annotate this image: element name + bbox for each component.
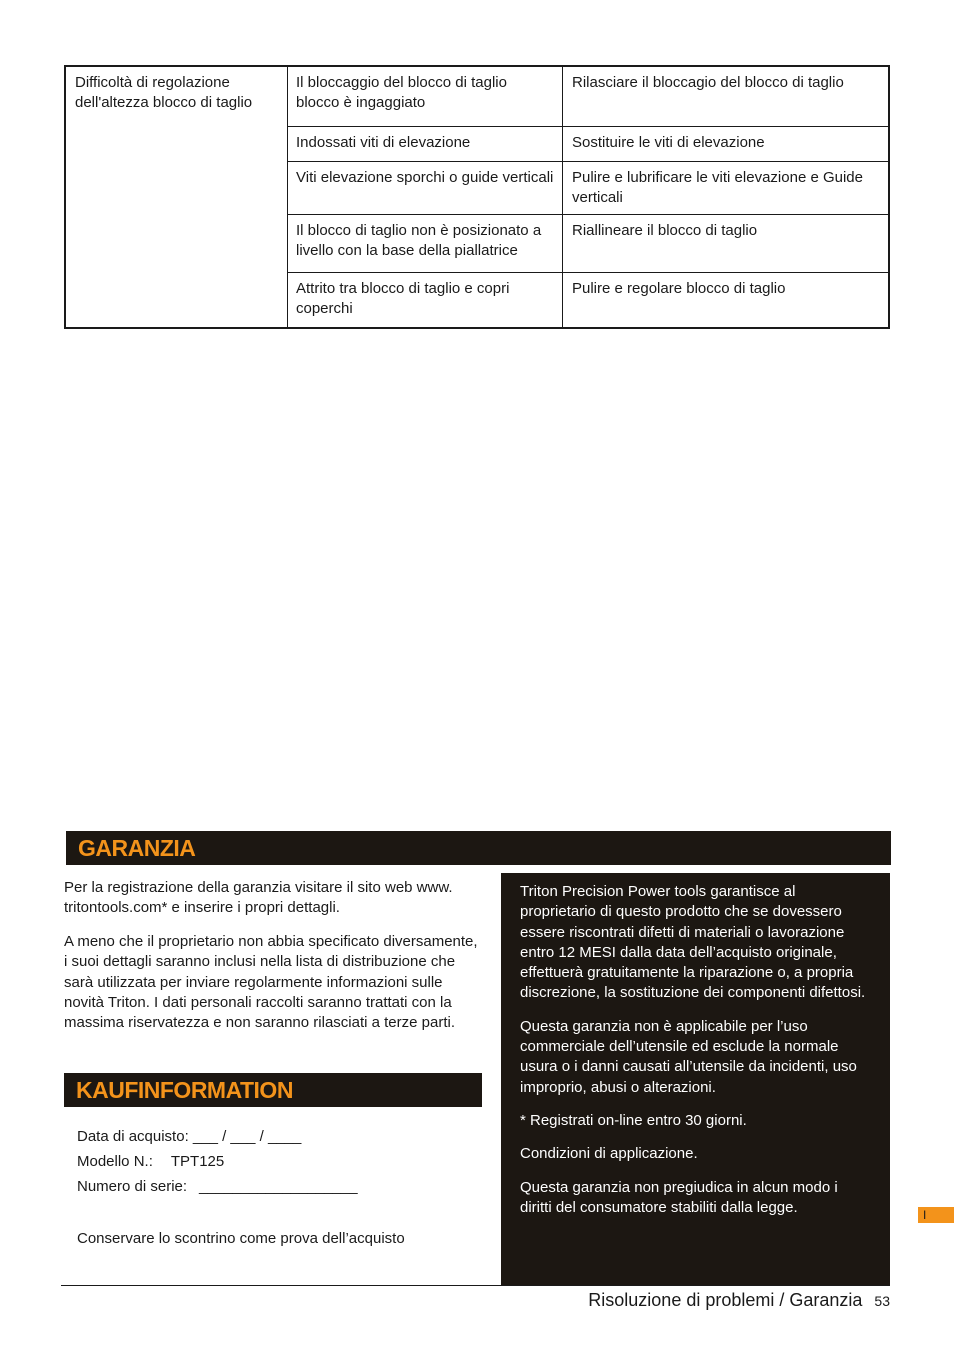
- model-number-line: [77, 1152, 477, 1172]
- warranty-paragraph: Triton Precision Power tools garantisce al proprietario di questo prodotto che se dovessero essere riscontrati difetti di materiali o lavorazione entro 12 MESI dalla data dell’acquisto originale, effettuerà gratuitamente la riparazione o, a propria discrezione, la sostituzione dei componenti difettosi.: [520, 883, 866, 1002]
- solution-cell: Riallineare il blocco di taglio: [572, 222, 758, 239]
- cause-cell: Il blocco di taglio non è posizionato a livello con la base della piallatrice: [288, 215, 563, 272]
- warranty-paragraph: Questa garanzia non pregiudica in alcun modo i diritti del consumatore stabiliti dalla legge.: [520, 1178, 838, 1216]
- warranty-paragraph: * Registrati on-line entro 30 giorni.: [520, 1111, 747, 1129]
- footer-section-title: Risoluzione di problemi / Garanzia: [588, 1290, 863, 1310]
- page-footer: [560, 1290, 890, 1311]
- cause-cell: Viti elevazione sporchi o guide verticali: [288, 162, 563, 214]
- table-row: [288, 273, 888, 327]
- table-row: [288, 127, 888, 162]
- kaufinformation-header-bar: [64, 1073, 482, 1107]
- privacy-paragraph: A meno che il proprietario non abbia specificato diversamente, i suoi dettagli saranno inclusi nella lista di distribuzione che sarà utilizzata per inviare regolarmente informazioni sulle novità Triton. I dati personali raccolti saranno trattati con la massima riservatezza e non saranno rilasciati a terze parti.: [64, 933, 478, 1032]
- model-value: TPT125: [170, 1153, 225, 1170]
- serial-number-line: [77, 1177, 477, 1197]
- serial-value: ___________________: [199, 1178, 358, 1195]
- language-side-tab: [918, 1207, 954, 1223]
- cause-solution-rows: [288, 67, 888, 327]
- solution-cell: Rilasciare il bloccagio del blocco di taglio: [572, 74, 844, 91]
- garanzia-title: GARANZIA: [78, 835, 196, 861]
- receipt-note: Conservare lo scontrino come prova dell’acquisto: [77, 1230, 405, 1247]
- purchase-date-line: Data di acquisto: ___ / ___ / ____: [77, 1128, 302, 1145]
- table-row: [288, 67, 888, 127]
- registration-paragraph: Per la registrazione della garanzia visitare il sito web www. tritontools.com* e inserire i propri dettagli.: [64, 879, 453, 917]
- solution-cell: Pulire e lubrificare le viti elevazione e Guide verticali: [572, 169, 863, 206]
- garanzia-header-bar: [66, 831, 891, 865]
- language-tab-label: I: [923, 1208, 927, 1222]
- table-row: [288, 162, 888, 215]
- warranty-terms-panel: [501, 873, 890, 1285]
- model-label: Modello N.:: [77, 1153, 153, 1170]
- solution-cell: Sostituire le viti di elevazione: [572, 134, 765, 151]
- serial-label: Numero di serie:: [77, 1178, 188, 1195]
- warranty-paragraph: Condizioni di applicazione.: [520, 1145, 698, 1163]
- footer-divider: [61, 1285, 890, 1286]
- cause-cell: Indossati viti di elevazione: [288, 127, 563, 161]
- troubleshooting-table: [64, 65, 890, 329]
- table-row: [288, 215, 888, 273]
- page-number: 53: [874, 1293, 890, 1309]
- warranty-paragraph: Questa garanzia non è applicabile per l’uso commerciale dell’utensile ed esclude la normale usura o i danni causati all’utensile da incidenti, uso improprio, abusi o alterazioni.: [520, 1017, 857, 1096]
- cause-cell: Il bloccaggio del blocco di taglio blocco è ingaggiato: [288, 67, 563, 126]
- problem-cell: Difficoltà di regolazione dell'altezza blocco di taglio: [66, 67, 288, 327]
- cause-cell: Attrito tra blocco di taglio e copri coperchi: [288, 273, 563, 327]
- solution-cell: Pulire e regolare blocco di taglio: [572, 280, 786, 297]
- kaufinformation-title: KAUFINFORMATION: [76, 1077, 293, 1103]
